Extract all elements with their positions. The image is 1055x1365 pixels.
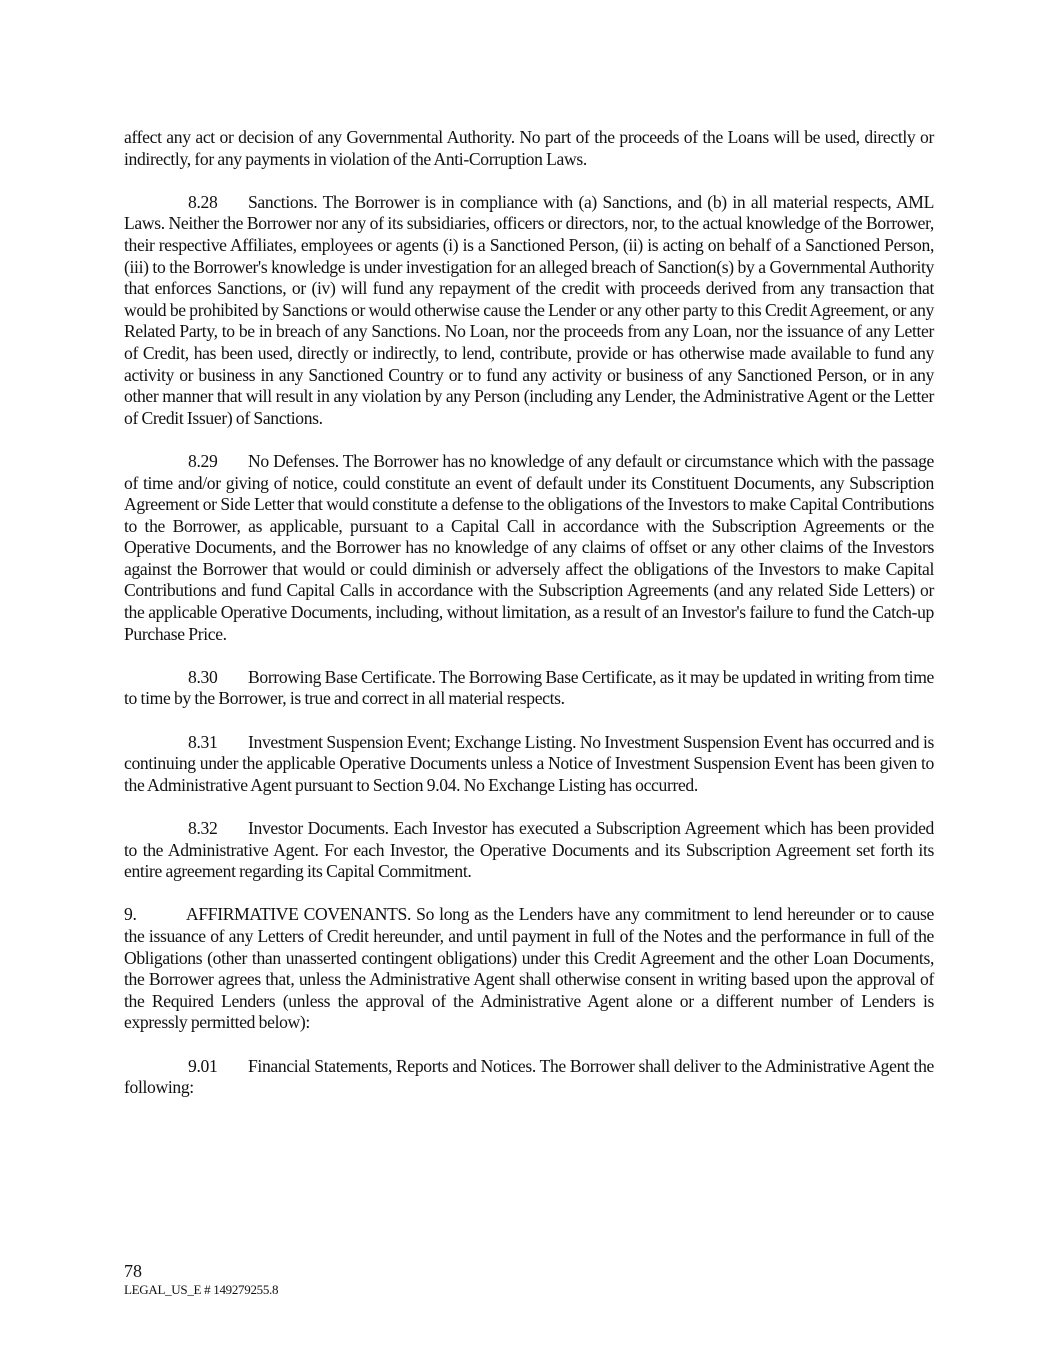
section-8-29 [124, 451, 934, 645]
section-heading: Investor Documents. [248, 818, 389, 838]
intro-paragraph: affect any act or decision of any Governmental Authority. No part of the proceeds of the Loans will be used, directly or indirectly, for any payments in violation of the Anti-Corruption Laws. [124, 127, 934, 169]
document-id: LEGAL_US_E # 149279255.8 [124, 1282, 279, 1297]
section-heading: Borrowing Base Certificate. [248, 666, 436, 687]
section-body: The Borrower is in compliance with (a) Sanctions, and (b) in all material respects, AML Laws. Neither the Borrower nor any of its subsidiaries, officers or directors, nor, to the actual knowledge of the Borrower, their respective Affiliates, employees or agents (i) is a Sanctioned Person, (ii) is acting on behalf of a Sanctioned Person, (iii) to the Borrower's knowledge is under investigation for an alleged breach of Sanction(s) by a Governmental Authority that enforces Sanctions, or (iv) will fund any repayment of the credit with proceeds derived from any transaction that would be prohibited by Sanctions or would otherwise cause the Lender or any other party to this Credit Agreement, or any Related Party, to be in breach of any Sanctions. No Loan, nor the proceeds from any Loan, nor the issuance of any Letter of Credit, has been used, directly or indirectly, to lend, contribute, provide or has otherwise made available to fund any activity or business in any Sanctioned Country or to fund any activity or business of any Sanctioned Person, or in any other manner that will result in any violation by any Person (including any Lender, the Administrative Agent or the Letter of Credit Issuer) of Sanctions. [124, 191, 934, 428]
section-heading: Investment Suspension Event; Exchange Listing. [248, 731, 577, 752]
section-number: 8.32 [188, 818, 218, 838]
section-heading: Sanctions. [248, 191, 318, 212]
section-number: 8.30 [188, 666, 218, 687]
article-9 [124, 904, 934, 1034]
section-heading: Financial Statements, Reports and Notices. [248, 1055, 536, 1076]
section-9-01 [124, 1056, 934, 1099]
section-8-28 [124, 192, 934, 430]
section-8-32 [124, 818, 934, 883]
section-8-30 [124, 667, 934, 710]
page-footer [124, 1260, 278, 1298]
section-body: The Borrower shall deliver to the Administrative Agent the following: [124, 1055, 934, 1098]
section-body: The Borrower has no knowledge of any default or circumstance which with the passage of time and/or giving of notice, could constitute an event of default under its Constituent Documents, any Subscription Agreement or Side Letter that would constitute a defense to the obligations of the Investors to make Capital Contributions to the Borrower, as applicable, pursuant to a Capital Call in accordance with the Subscription Agreements or the Operative Documents, and the Borrower has no knowledge of any claims of offset or any other claims of the Investors against the Borrower that would or could diminish or adversely affect the obligations of the Investors to make Capital Contributions and fund Capital Calls in accordance with the Subscription Agreements (and any related Side Letters) or the applicable Operative Documents, including, without limitation, as a result of an Investor's failure to fund the Catch-up Purchase Price. [124, 450, 934, 644]
section-number: 8.31 [188, 731, 218, 752]
section-8-31 [124, 732, 934, 797]
article-heading: AFFIRMATIVE COVENANTS. [186, 904, 412, 925]
section-body: The Borrowing Base Certificate, as it may be updated in writing from time to time by the Borrower, is true and correct in all material respects. [124, 666, 934, 709]
section-number: 8.29 [188, 450, 218, 471]
article-number: 9. [124, 904, 137, 925]
section-body: Each Investor has executed a Subscription Agreement which has been provided to the Administrative Agent. For each Investor, the Operative Documents and its Subscription Agreement set forth its entire agreement regarding its Capital Commitment. [124, 818, 934, 882]
section-number: 9.01 [188, 1055, 218, 1076]
section-body: No Investment Suspension Event has occurred and is continuing under the applicable Operative Documents unless a Notice of Investment Suspension Event has been given to the Administrative Agent pursuant to Section 9.04. No Exchange Listing has occurred. [124, 731, 935, 795]
article-body: So long as the Lenders have any commitment to lend hereunder or to cause the issuance of any Letters of Credit hereunder, and until payment in full of the Notes and the performance in full of the Obligations (other than unasserted contingent obligations) under this Credit Agreement and the other Loan Documents, the Borrower agrees that, unless the Administrative Agent shall otherwise consent in writing based upon the approval of the Required Lenders (unless the approval of the Administrative Agent alone or a different number of Lenders is expressly permitted below): [124, 904, 935, 1033]
page-number: 78 [124, 1261, 142, 1281]
section-number: 8.28 [188, 191, 218, 212]
document-page [124, 127, 934, 1120]
section-heading: No Defenses. [248, 450, 339, 471]
